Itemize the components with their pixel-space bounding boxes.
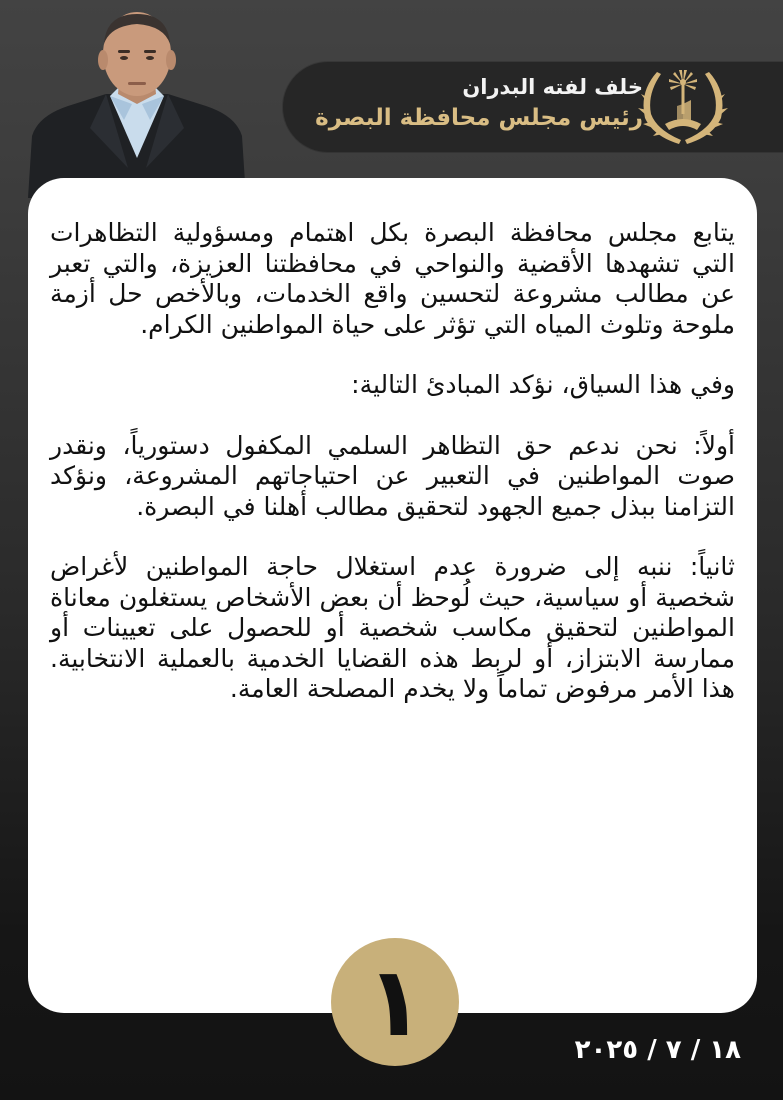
official-name: خلف لفته البدران [462, 75, 643, 99]
statement-date: ١٨ / ٧ / ٢٠٢٥ [574, 1035, 741, 1065]
paragraph-principles-lead: وفي هذا السياق، نؤكد المبادئ التالية: [351, 370, 735, 399]
basra-council-emblem-icon [635, 68, 731, 148]
official-portrait [28, 8, 246, 198]
paragraph-second-principle: ثانياً: ننبه إلى ضرورة عدم استغلال حاجة المواطنين لأغراض شخصية أو سياسية، حيث لُوحظ أن بعض الأشخاص يستغلون معاناة المواطنين لتحقيق مكاسب شخصية أو للحصول على تعيينات أو ممارسة الابتزاز، أو لربط هذه القضايا الخدمية بالعملية الانتخابية. هذا الأمر مرفوض تماماً ولا يخدم المصلحة العامة. [50, 552, 735, 703]
page-number-badge: ١ [331, 938, 459, 1066]
statement-card [28, 178, 757, 1013]
official-title: رئيس مجلس محافظة البصرة [315, 105, 643, 131]
header-banner [283, 62, 783, 152]
paragraph-first-principle: أولاً: نحن ندعم حق التظاهر السلمي المكفول دستورياً، ونقدر صوت المواطنين في التعبير عن احتياجاتهم المشروعة، ونؤكد التزامنا ببذل جميع الجهود لتحقيق مطالب أهلنا في البصرة. [50, 430, 735, 521]
header-text-block [315, 72, 643, 134]
statement-body [50, 218, 735, 735]
paragraph-intro: يتابع مجلس محافظة البصرة بكل اهتمام ومسؤولية التظاهرات التي تشهدها الأقضية والنواحي في محافظتنا العزيزة، والتي تعبر عن مطالب مشروعة لتحسين واقع الخدمات، وبالأخص حل أزمة ملوحة وتلوث المياه التي تؤثر على حياة المواطنين الكرام. [50, 218, 735, 339]
